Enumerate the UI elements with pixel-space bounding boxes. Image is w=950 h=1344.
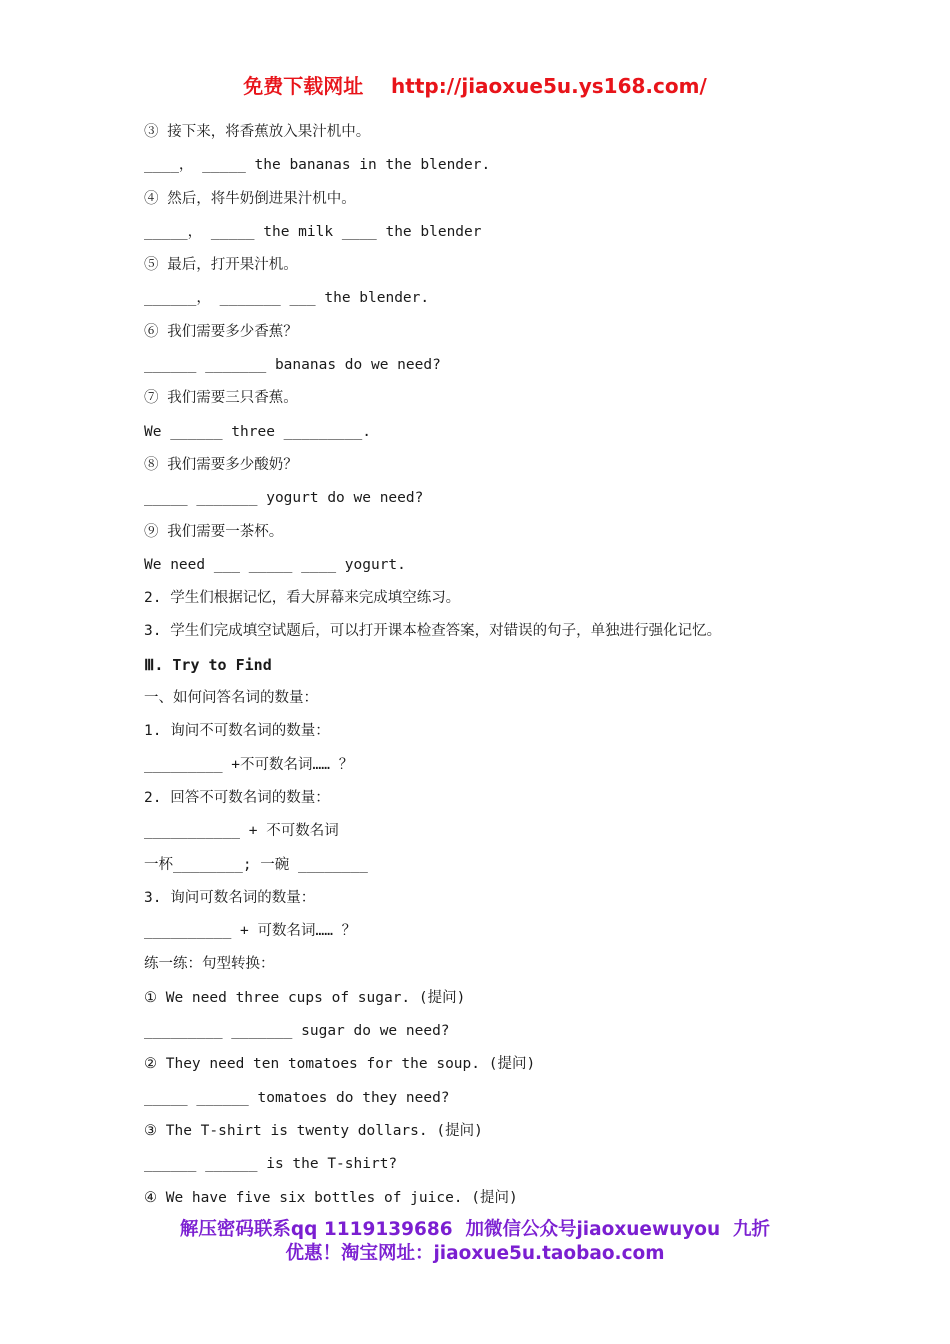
line-22: ___________ + 不可数名词 (144, 823, 339, 840)
line-5: ⑤ 最后，打开果汁机。 (144, 257, 298, 274)
page-footer (0, 1218, 950, 1266)
line-33: ④ We have five six bottles of juice. (提问) (144, 1189, 518, 1206)
line-16: 3. 学生们完成填空试题后，可以打开课本检查答案，对错误的句子，单独进行强化记忆。 (144, 623, 722, 640)
line-18: 一、如何问答名词的数量： (144, 690, 318, 707)
line-3: ④ 然后，将牛奶倒进果汁机中。 (144, 190, 356, 207)
line-7: ⑥ 我们需要多少香蕉？ (144, 323, 298, 340)
line-31: ③ The T-shirt is twenty dollars. (提问) (144, 1122, 483, 1139)
page-header-url: 免费下载网址 http://jiaoxue5u.ys168.com/ (243, 74, 707, 98)
line-24: 3. 询问可数名词的数量： (144, 889, 316, 906)
line-1: ③ 接下来，将香蕉放入果汁机中。 (144, 124, 371, 140)
line-4: _____， _____ the milk ____ the blender (144, 223, 482, 240)
line-8: ______ _______ bananas do we need? (144, 357, 441, 374)
line-9: ⑦ 我们需要三只香蕉。 (144, 390, 298, 407)
section-heading: Ⅲ. Try to Find (144, 655, 272, 674)
line-14: We need ___ _____ ____ yogurt. (144, 556, 406, 573)
footer-line-1: 解压密码联系qq 1119139686 加微信公众号jiaoxuewuyou 九折 (179, 1219, 771, 1240)
line-19: 1. 询问不可数名词的数量： (144, 723, 330, 740)
line-10: We ______ three _________. (144, 423, 371, 440)
line-28: _________ _______ sugar do we need? (144, 1023, 450, 1040)
line-26: 练一练：句型转换： (144, 956, 275, 973)
document-body (144, 118, 890, 1217)
line-6: ______， _______ ___ the blender. (144, 290, 430, 307)
line-27: ① We need three cups of sugar. (提问) (144, 989, 466, 1006)
line-13: ⑨ 我们需要一茶杯。 (144, 523, 284, 540)
line-29: ② They need ten tomatoes for the soup. (提问) (144, 1056, 536, 1073)
line-21: 2. 回答不可数名词的数量： (144, 789, 330, 806)
line-25: __________ + 可数名词…… ？ (144, 923, 357, 940)
line-15: 2. 学生们根据记忆，看大屏幕来完成填空练习。 (144, 590, 461, 607)
line-20: _________ +不可数名词…… ？ (144, 756, 354, 773)
line-32: ______ ______ is the T-shirt? (144, 1156, 398, 1173)
footer-line-2: 优惠！淘宝网址：jiaoxue5u.taobao.com (285, 1243, 665, 1264)
line-23: 一杯________; 一碗 ________ (144, 856, 368, 873)
line-2: ____， _____ the bananas in the blender. (144, 157, 491, 174)
line-11: ⑧ 我们需要多少酸奶？ (144, 456, 298, 473)
line-12: _____ _______ yogurt do we need? (144, 490, 424, 507)
line-30: _____ ______ tomatoes do they need? (144, 1089, 450, 1106)
